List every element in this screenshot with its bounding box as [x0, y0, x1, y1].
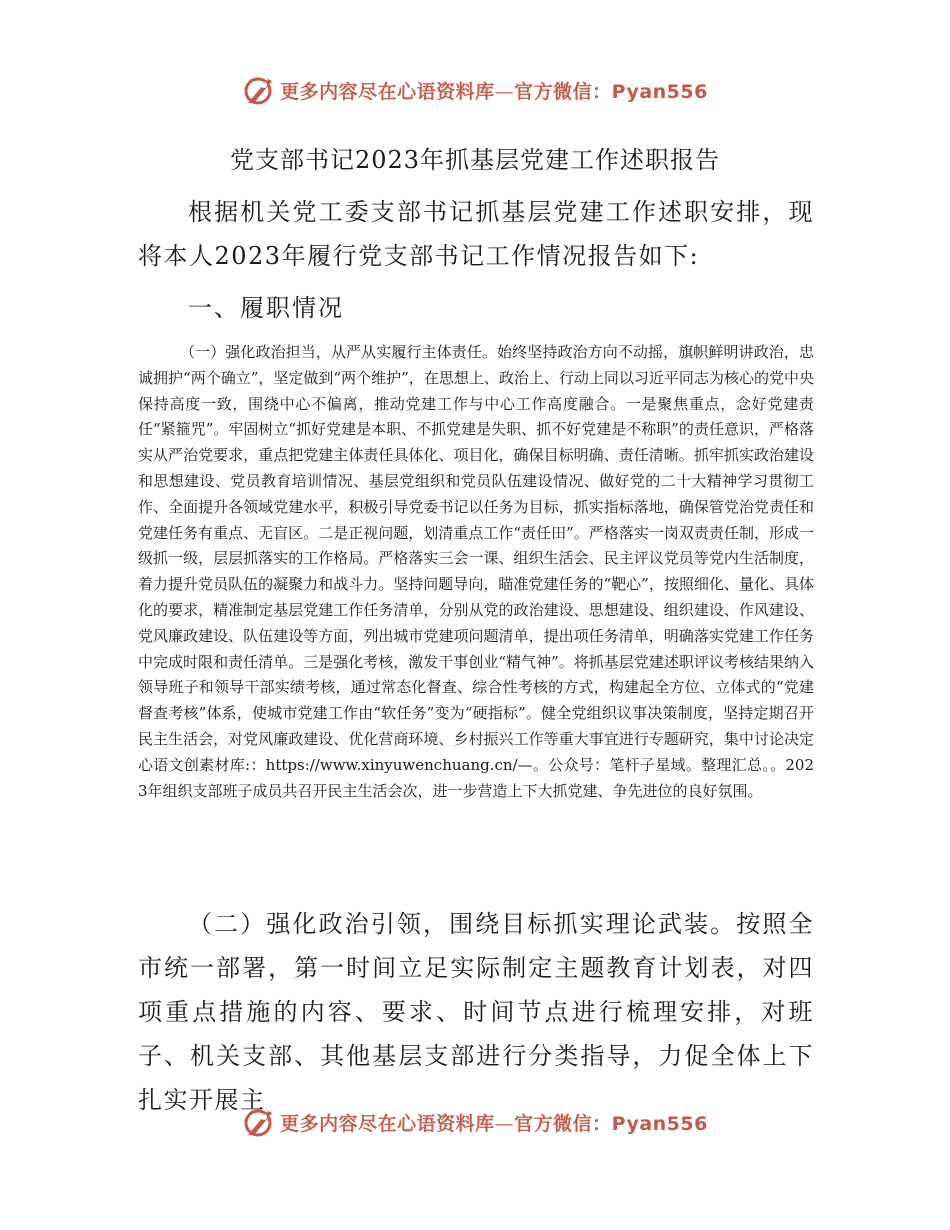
feather-pen-seal-icon — [242, 1105, 276, 1139]
watermark-text: 更多内容尽在心语资料库—官方微信：Pyan556 — [280, 1112, 708, 1135]
document-title: 党支部书记2023年抓基层党建工作述职报告 — [229, 146, 721, 174]
section-heading: 一、履职情况 — [188, 294, 344, 322]
footer-watermark-banner — [0, 1102, 950, 1142]
header-watermark-banner — [0, 70, 950, 110]
body-paragraph-2: （二）强化政治引领，围绕目标抓实理论武装。按照全市统一部署，第一时间立足实际制定主题教育计划表，对四项重点措施的内容、要求、时间节点进行梳理安排，对班子、机关支部、其他基层支部进行分类指导，力促全体上下扎实开展主 — [138, 910, 814, 1114]
intro-paragraph: 根据机关党工委支部书记抓基层党建工作述职安排，现将本人2023年履行党支部书记工作情况报告如下: — [138, 198, 814, 270]
feather-pen-seal-icon — [242, 73, 276, 107]
body-paragraph-1: （一）强化政治担当，从严从实履行主体责任。始终坚持政治方向不动摇，旗帜鲜明讲政治，忠诚拥护“两个确立”，坚定做到“两个维护”，在思想上、政治上、行动上同以习近平同志为核心的党中央保持高度一致，围绕中心不偏离，推动党建工作与中心工作高度融合。一是聚焦重点，念好党建责任“紧箍咒”。牢固树立“抓好党建是本职、不抓党建是失职、抓不好党建是不称职”的责任意识，严格落实从严治党要求，重点把党建主体责任具体化、项目化，确保目标明确、责任清晰。抓牢抓实政治建设和思想建设、党员教育培训情况、基层党组织和党员队伍建设情况、做好党的二十大精神学习贯彻工作、全面提升各领域党建水平，积极引导党委书记以任务为目标，抓实指标落地，确保管党治党责任和党建任务有重点、无盲区。二是正视问题，划清重点工作“责任田”。严格落实一岗双责责任制，形成一级抓一级，层层抓落实的工作格局。严格落实三会一课、组织生活会、民主评议党员等党内生活制度，着力提升党员队伍的凝聚力和战斗力。坚持问题导向，瞄准党建任务的“靶心”，按照细化、量化、具体化的要求，精准制定基层党建工作任务清单，分别从党的政治建设、思想建设、组织建设、作风建设、党风廉政建设、队伍建设等方面，列出城市党建项问题清单，提出项任务清单，明确落实党建工作任务中完成时限和责任清单。三是强化考核，激发干事创业“精气神”。将抓基层党建述职评议考核结果纳入领导班子和领导干部实绩考核，通过常态化督查、综合性考核的方式，构建起全方位、立体式的“党建督查考核”体系，使城市党建工作由“软任务”变为“硬指标”。健全党组织议事决策制度，坚持定期召开民主生活会，对党风廉政建设、优化营商环境、乡村振兴工作等重大事宜进行专题研究，集中讨论决定心语文创素材库:：https://www.xinyuwenchuang.cn/—。公众号：笔杆子星域。整理汇总。。2023年组织支部班子成员共召开民主生活会次，进一步营造上下大抓党建、争先进位的良好氛围。 — [138, 343, 814, 800]
watermark-text: 更多内容尽在心语资料库—官方微信：Pyan556 — [280, 80, 708, 103]
